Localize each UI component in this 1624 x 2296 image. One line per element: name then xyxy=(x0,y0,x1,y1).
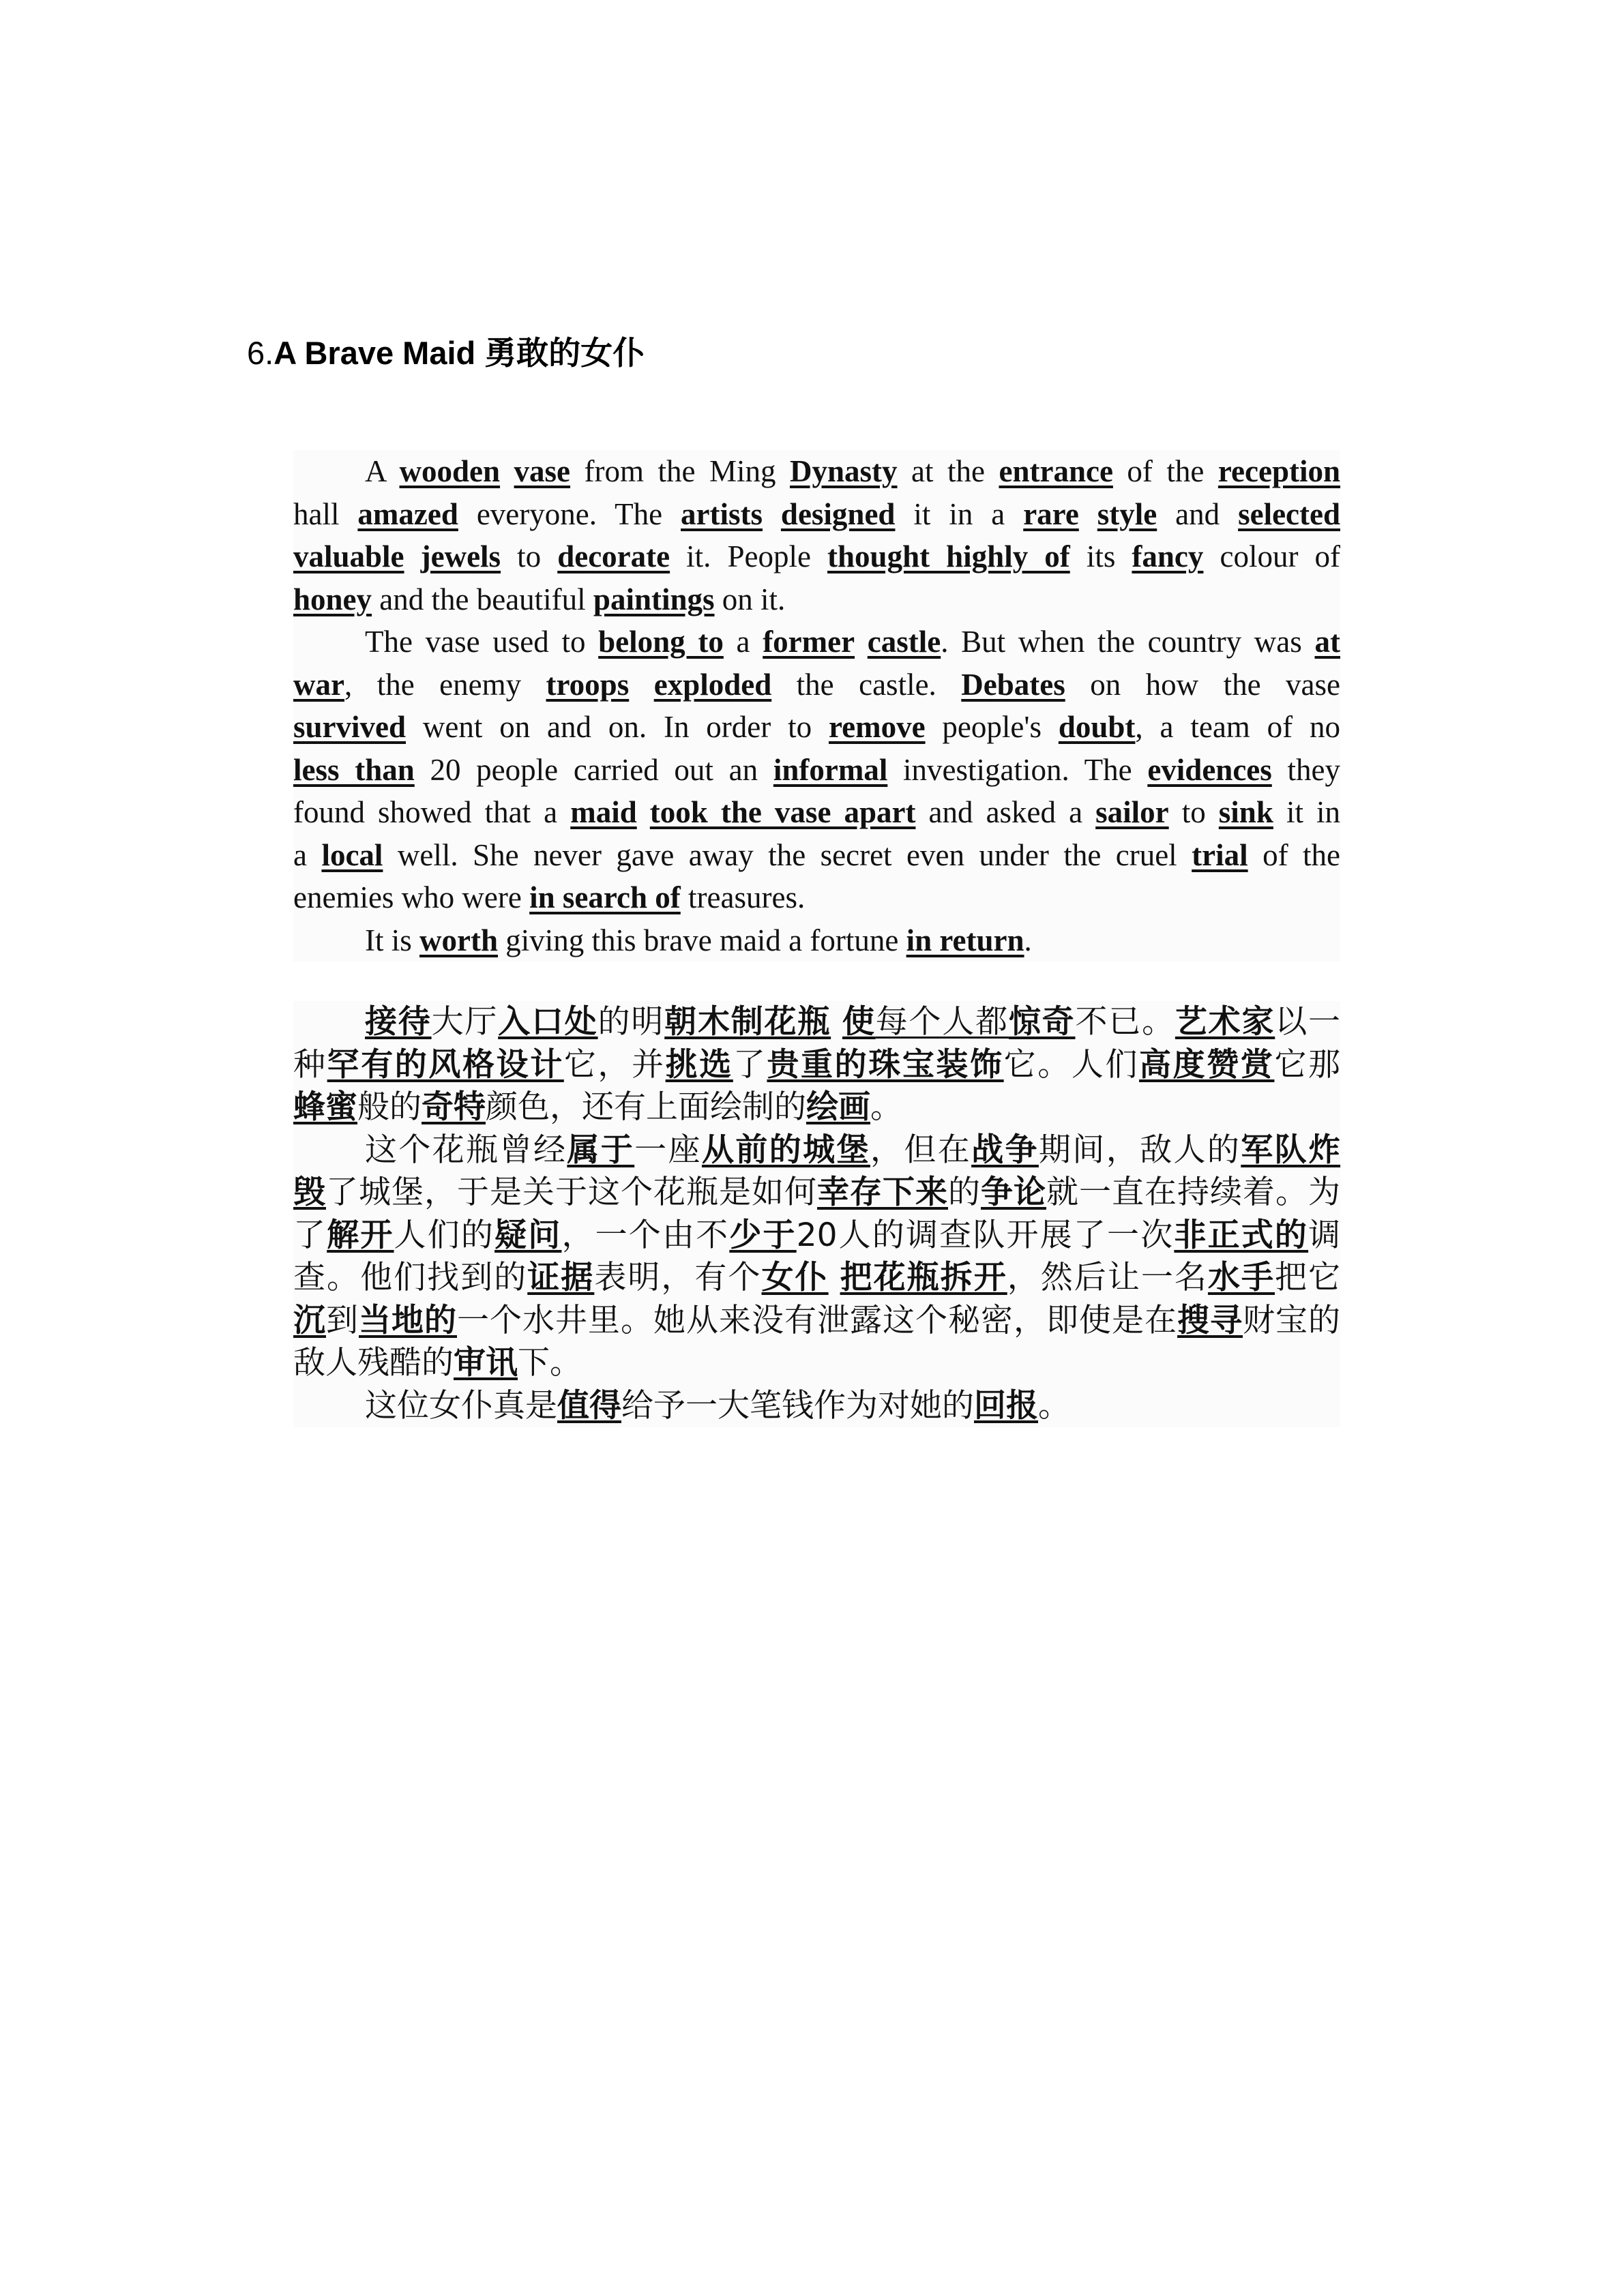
text-run: went on and on. In order to xyxy=(406,710,829,744)
english-text-line xyxy=(293,493,1340,536)
english-text-line xyxy=(293,664,1340,706)
vocabulary-highlight: 挑选 xyxy=(665,1045,733,1084)
text-run: A xyxy=(365,454,400,488)
vocabulary-highlight: amazed xyxy=(357,496,458,531)
text-run: a xyxy=(723,625,763,659)
text-run xyxy=(829,1259,840,1296)
text-run xyxy=(500,454,514,488)
text-run: 以一 xyxy=(1275,1003,1341,1041)
text-run: 不已。 xyxy=(1075,1003,1175,1041)
text-run: 财宝的 xyxy=(1243,1301,1340,1339)
vocabulary-highlight: 蜂蜜 xyxy=(293,1088,357,1126)
text-run: . But when the country was xyxy=(941,625,1315,659)
text-run: to xyxy=(1168,795,1219,829)
vocabulary-highlight: 接待 xyxy=(365,1003,432,1041)
text-run: its xyxy=(1069,539,1132,573)
vocabulary-highlight: decorate xyxy=(557,539,670,573)
vocabulary-highlight: reception xyxy=(1217,454,1341,488)
text-run: ，但在 xyxy=(870,1131,972,1169)
text-run: 。 xyxy=(1038,1386,1070,1425)
english-passage xyxy=(293,450,1340,961)
vocabulary-highlight: designed xyxy=(780,496,896,531)
text-run xyxy=(1079,497,1097,531)
vocabulary-highlight: exploded xyxy=(653,667,772,702)
vocabulary-highlight: 幸存下来 xyxy=(817,1174,948,1211)
chinese-text-line xyxy=(293,1001,1340,1044)
vocabulary-highlight: thought highly of xyxy=(827,539,1070,573)
vocabulary-highlight: 疑问 xyxy=(494,1216,562,1254)
text-run xyxy=(629,668,653,702)
chinese-text-line xyxy=(293,1044,1340,1087)
vocabulary-highlight: artists xyxy=(681,496,763,531)
text-run: The vase used to xyxy=(365,625,599,659)
text-run: 大厅 xyxy=(431,1003,499,1041)
text-run: , a team of no xyxy=(1135,710,1340,744)
english-text-line xyxy=(293,621,1340,664)
english-text-line xyxy=(293,919,1340,962)
vocabulary-highlight: 罕有的风格设计 xyxy=(327,1045,564,1084)
text-run: 这个花瓶曾经 xyxy=(365,1131,567,1169)
chinese-translation xyxy=(293,1001,1340,1427)
title-text: A Brave Maid 勇敢的女仆 xyxy=(274,335,645,371)
text-run: . xyxy=(1024,923,1032,957)
chinese-text-line xyxy=(293,1300,1340,1343)
vocabulary-highlight: maid xyxy=(570,795,637,829)
vocabulary-highlight: valuable xyxy=(293,539,404,573)
text-run: 一座 xyxy=(634,1131,702,1169)
text-run: 给予一大笔钱作为对她的 xyxy=(621,1386,974,1425)
vocabulary-highlight: jewels xyxy=(420,539,501,573)
text-run: of the xyxy=(1247,837,1340,872)
vocabulary-highlight: 军队炸 xyxy=(1241,1131,1341,1169)
text-run: 了城堡，于是关于这个花瓶是如何 xyxy=(326,1174,817,1211)
text-run: 般的 xyxy=(357,1088,422,1126)
text-run: 了 xyxy=(733,1045,767,1084)
vocabulary-highlight: 值得 xyxy=(557,1386,621,1425)
vocabulary-highlight: 使 xyxy=(842,1003,876,1041)
text-run: on how the vase xyxy=(1065,667,1340,702)
vocabulary-highlight: wooden xyxy=(399,454,501,488)
text-run: investigation. The xyxy=(887,752,1148,787)
vocabulary-highlight: honey xyxy=(293,582,372,616)
text-run: 它。人们 xyxy=(1003,1045,1140,1084)
text-run: everyone. The xyxy=(458,496,681,531)
text-run: well. She never gave away the secret even under the cruel xyxy=(383,837,1192,872)
vocabulary-highlight: 朝木制花瓶 xyxy=(664,1003,831,1041)
text-run xyxy=(637,795,650,829)
vocabulary-highlight: took the vase apart xyxy=(649,795,916,829)
text-run: ，然后让一名 xyxy=(1007,1259,1208,1296)
vocabulary-highlight: former xyxy=(763,625,855,659)
vocabulary-highlight: 绘画 xyxy=(806,1088,870,1126)
text-run xyxy=(404,539,421,573)
vocabulary-highlight: 高度赞赏 xyxy=(1139,1045,1275,1084)
vocabulary-highlight: 属于 xyxy=(567,1131,635,1169)
chinese-text-line xyxy=(293,1214,1340,1257)
vocabulary-highlight: rare xyxy=(1023,496,1079,531)
english-text-line xyxy=(293,578,1340,621)
chinese-text-line xyxy=(293,1257,1340,1300)
text-run: 的 xyxy=(948,1174,981,1211)
vocabulary-highlight: 奇特 xyxy=(422,1088,486,1126)
vocabulary-highlight: 战争 xyxy=(971,1131,1039,1169)
vocabulary-highlight: castle xyxy=(867,625,941,659)
text-run: colour of xyxy=(1203,539,1340,573)
text-run: 调 xyxy=(1308,1216,1341,1254)
vocabulary-highlight: 惊奇 xyxy=(1008,1003,1076,1041)
text-run: 把它 xyxy=(1275,1259,1341,1296)
text-run: 一个水井里。她从来没有泄露这个秘密，即使是在 xyxy=(457,1301,1177,1339)
text-run: 。 xyxy=(870,1088,902,1126)
english-text-line xyxy=(293,834,1340,877)
text-run: 20 people carried out an xyxy=(414,752,773,787)
vocabulary-highlight: 回报 xyxy=(974,1386,1038,1425)
text-run: 就一直在持续着。为 xyxy=(1046,1174,1340,1211)
vocabulary-highlight: 把花瓶拆开 xyxy=(840,1259,1007,1296)
text-run: 20人的调查队开展了一次 xyxy=(796,1216,1175,1254)
english-text-line xyxy=(293,791,1340,834)
text-run: 了 xyxy=(293,1216,327,1254)
document-title xyxy=(247,333,645,374)
vocabulary-highlight: trial xyxy=(1192,837,1248,872)
text-run: a xyxy=(293,837,322,872)
vocabulary-highlight: style xyxy=(1097,496,1157,531)
text-run: 的明 xyxy=(597,1003,665,1041)
vocabulary-highlight: war xyxy=(293,667,344,702)
vocabulary-highlight: 争论 xyxy=(981,1174,1046,1211)
text-run: 期间，敌人的 xyxy=(1038,1131,1241,1169)
vocabulary-highlight: 少于 xyxy=(729,1216,797,1254)
text-run: it. People xyxy=(670,539,828,573)
text-run xyxy=(831,1003,842,1041)
vocabulary-highlight: 毁 xyxy=(293,1174,326,1211)
text-run: found showed that a xyxy=(293,795,571,829)
text-run: 敌人残酷的 xyxy=(293,1344,454,1382)
chinese-text-line xyxy=(293,1342,1340,1385)
title-number: 6. xyxy=(247,335,274,371)
text-run: and asked a xyxy=(915,795,1096,829)
vocabulary-highlight: in return xyxy=(906,923,1024,957)
vocabulary-highlight: troops xyxy=(546,667,630,702)
text-run xyxy=(855,625,868,659)
vocabulary-highlight: survived xyxy=(293,710,407,744)
text-run: , the enemy xyxy=(344,667,546,702)
english-text-line xyxy=(293,535,1340,578)
vocabulary-highlight: 当地的 xyxy=(359,1301,457,1339)
vocabulary-highlight: sailor xyxy=(1095,795,1169,829)
text-run: and the beautiful xyxy=(372,582,593,616)
text-run: 下。 xyxy=(518,1344,582,1382)
text-run: ，一个由不 xyxy=(561,1216,730,1254)
text-run: and xyxy=(1157,496,1239,531)
text-run: 它那 xyxy=(1274,1045,1341,1084)
vocabulary-highlight: selected xyxy=(1238,496,1340,531)
vocabulary-highlight: local xyxy=(321,837,383,872)
text-run: to xyxy=(501,539,558,573)
text-run: people's xyxy=(925,710,1059,744)
vocabulary-highlight: fancy xyxy=(1132,539,1204,573)
text-run: on it. xyxy=(714,582,786,616)
vocabulary-highlight: worth xyxy=(419,923,498,957)
text-run: it in a xyxy=(895,496,1024,531)
vocabulary-highlight: remove xyxy=(828,710,926,744)
text-run: enemies who were xyxy=(293,880,530,914)
text-run: 查。他们找到的 xyxy=(293,1259,528,1296)
vocabulary-highlight: 从前的城堡 xyxy=(701,1131,870,1169)
vocabulary-highlight: vase xyxy=(514,454,571,488)
vocabulary-highlight: doubt xyxy=(1058,710,1136,744)
text-run: from the Ming xyxy=(570,454,790,488)
vocabulary-highlight: 沉 xyxy=(293,1301,326,1339)
vocabulary-highlight: 非正式的 xyxy=(1174,1216,1309,1254)
vocabulary-highlight: 每个人都 xyxy=(875,1003,1009,1041)
english-text-line xyxy=(293,749,1340,792)
vocabulary-highlight: 贵重的珠宝装饰 xyxy=(767,1045,1004,1084)
vocabulary-highlight: at xyxy=(1314,625,1340,659)
vocabulary-highlight: in search of xyxy=(529,880,681,914)
text-run: at the xyxy=(897,454,999,488)
vocabulary-highlight: paintings xyxy=(593,582,715,616)
text-run: they xyxy=(1271,752,1340,787)
chinese-text-line xyxy=(293,1385,1340,1428)
vocabulary-highlight: 入口处 xyxy=(498,1003,598,1041)
text-run: 人们的 xyxy=(394,1216,495,1254)
text-run xyxy=(763,497,781,531)
chinese-text-line xyxy=(293,1086,1340,1129)
vocabulary-highlight: Dynasty xyxy=(790,454,898,488)
text-run: 颜色，还有上面绘制的 xyxy=(486,1088,806,1126)
vocabulary-highlight: 女仆 xyxy=(761,1259,829,1296)
vocabulary-highlight: sink xyxy=(1218,795,1273,829)
text-run: the castle. xyxy=(771,667,962,702)
chinese-text-line xyxy=(293,1172,1340,1214)
text-run: 到 xyxy=(326,1301,359,1339)
text-run: hall xyxy=(293,496,358,531)
english-text-line xyxy=(293,876,1340,919)
vocabulary-highlight: 审讯 xyxy=(454,1344,518,1382)
text-run: 表明，有个 xyxy=(594,1259,762,1296)
text-run: 种 xyxy=(293,1045,327,1084)
vocabulary-highlight: 艺术家 xyxy=(1175,1003,1275,1041)
vocabulary-highlight: 证据 xyxy=(527,1259,595,1296)
text-run: it in xyxy=(1273,795,1341,829)
text-run: 它，并 xyxy=(563,1045,666,1084)
text-run: It is xyxy=(365,923,420,957)
vocabulary-highlight: less than xyxy=(293,752,415,787)
vocabulary-highlight: informal xyxy=(773,752,888,787)
english-text-line xyxy=(293,450,1340,493)
vocabulary-highlight: 解开 xyxy=(327,1216,394,1254)
vocabulary-highlight: Debates xyxy=(961,667,1065,702)
english-text-line xyxy=(293,706,1340,749)
vocabulary-highlight: 搜寻 xyxy=(1177,1301,1243,1339)
chinese-text-line xyxy=(293,1129,1340,1172)
text-run: giving this brave maid a fortune xyxy=(498,923,906,957)
vocabulary-highlight: belong to xyxy=(598,625,724,659)
vocabulary-highlight: entrance xyxy=(999,454,1113,488)
text-run: treasures. xyxy=(680,880,806,914)
vocabulary-highlight: 水手 xyxy=(1207,1259,1275,1296)
text-run: of the xyxy=(1112,454,1218,488)
text-run: 这位女仆真是 xyxy=(365,1386,557,1425)
vocabulary-highlight: evidences xyxy=(1147,752,1272,787)
